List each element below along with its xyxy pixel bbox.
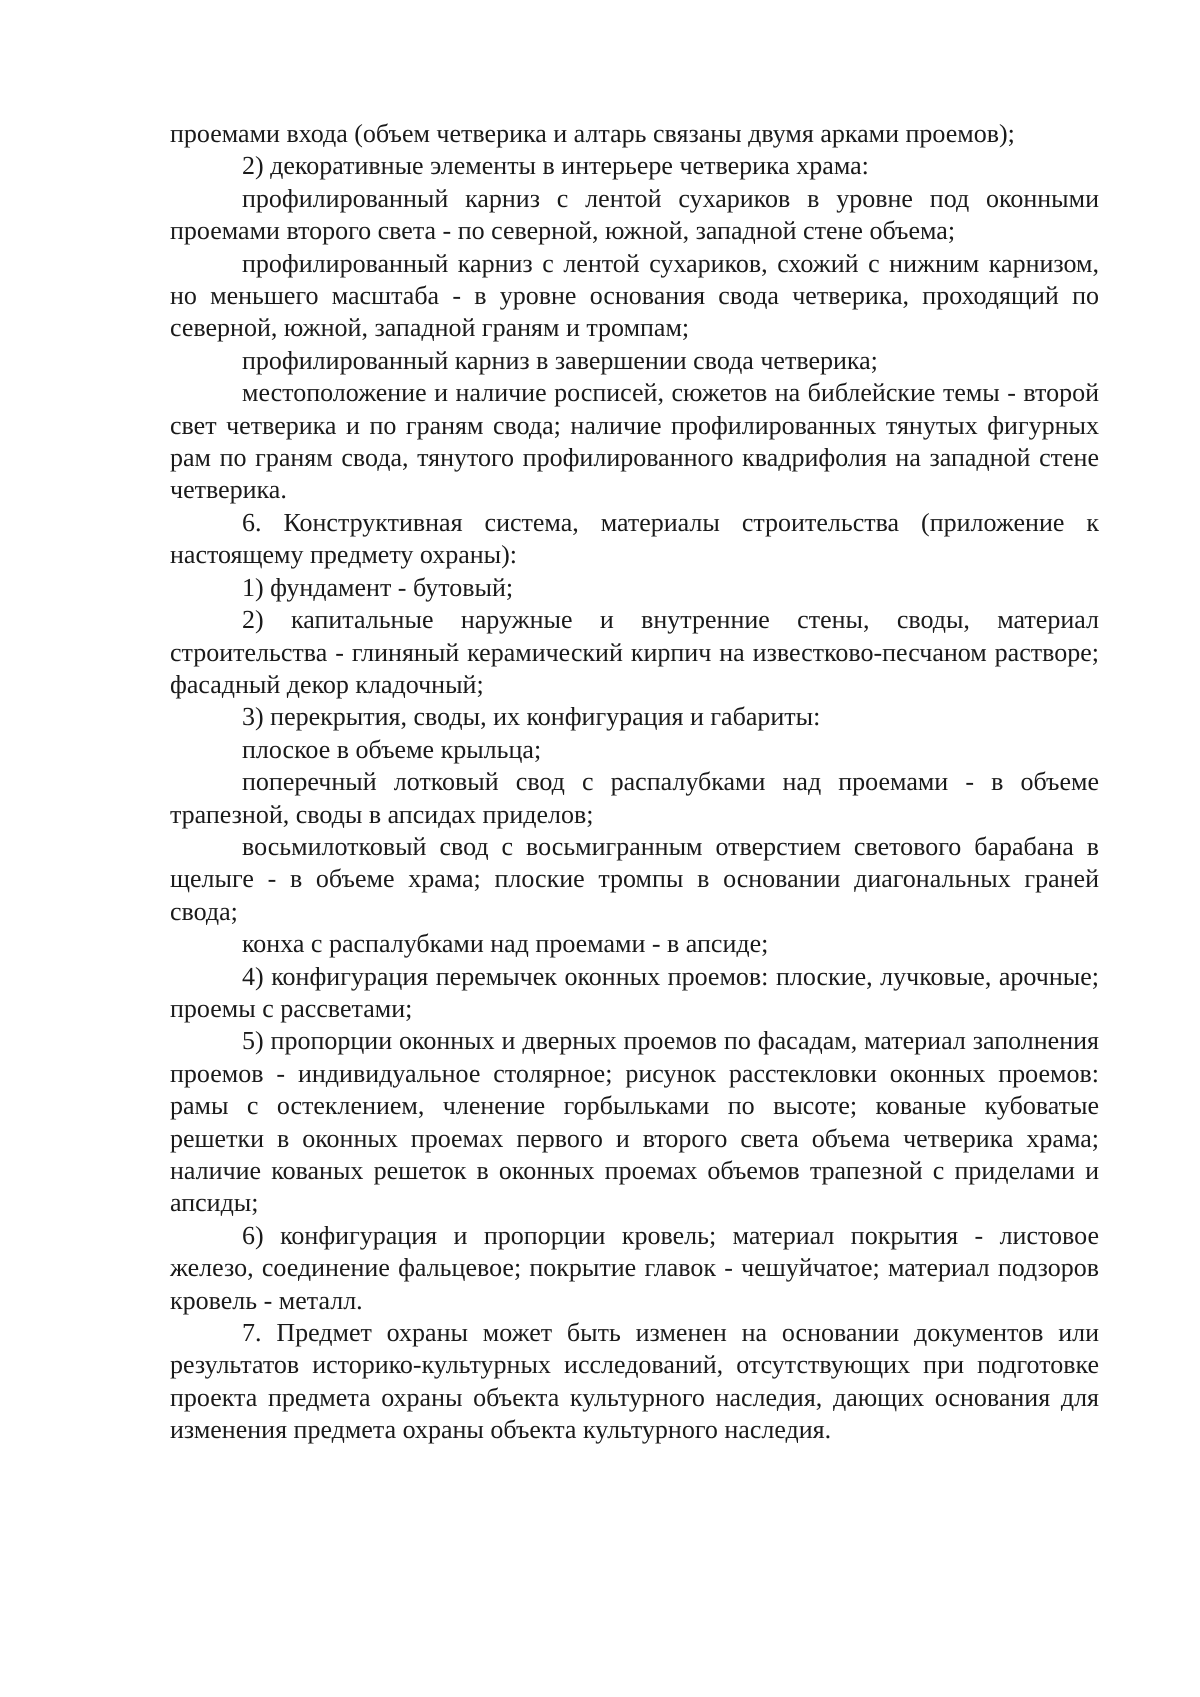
paragraph-window-lintels: 4) конфигурация перемычек оконных проемов: плоские, лучковые, арочные; проемы с рассветами; xyxy=(170,961,1099,1023)
paragraph-octagonal-vault: восьмилотковый свод с восьмигранным отверстием светового барабана в щелыге - в объеме храма; плоские тромпы в основании диагональных граней свода; xyxy=(170,831,1099,926)
document-body xyxy=(170,118,1099,1447)
paragraph-foundation: 1) фундамент - бутовый; xyxy=(242,572,514,602)
paragraph-section-7: 7. Предмет охраны может быть изменен на основании документов или результатов историко-культурных исследований, отсутствующих при подготовке проекта предмета охраны объекта культурного наследия, дающих основания для изменения предмета охраны объекта культурного наследия. xyxy=(170,1318,1099,1445)
paragraph-lower-cornice: профилированный карниз с лентой сухариков в уровне под оконными проемами второго света - по северной, южной, западной стене объема; xyxy=(170,183,1099,246)
paragraph-decorative-elements-heading: 2) декоративные элементы в интерьере четверика храма: xyxy=(242,151,869,181)
paragraph-porch-ceiling: плоское в объеме крыльца; xyxy=(242,734,542,764)
paragraph-refectory-vault: поперечный лотковый свод с распалубками над проемами - в объеме трапезной, своды в апсидах приделов; xyxy=(170,767,1099,829)
paragraph-vault-top-cornice: профилированный карниз в завершении свода четверика; xyxy=(242,345,878,375)
paragraph-apse-conch: конха с распалубками над проемами - в апсиде; xyxy=(242,929,769,959)
paragraph-vault-base-cornice: профилированный карниз с лентой сухариков, схожий с нижним карнизом, но меньшего масштаба - в уровне основания свода четверика, проходящий по северной, южной, западной граням и тромпам; xyxy=(170,248,1099,343)
paragraph-continuation: проемами входа (объем четверика и алтарь связаны двумя арками проемов); xyxy=(170,119,1015,148)
paragraph-section-6-heading: 6. Конструктивная система, материалы строительства (приложение к настоящему предмету охраны): xyxy=(170,507,1099,570)
paragraph-ceilings-heading: 3) перекрытия, своды, их конфигурация и габариты: xyxy=(242,702,821,732)
paragraph-walls: 2) капитальные наружные и внутренние стены, своды, материал строительства - глиняный керамический кирпич на известково-песчаном растворе; фасадный декор кладочный; xyxy=(170,605,1099,699)
paragraph-openings-proportions: 5) пропорции оконных и дверных проемов по фасадам, материал заполнения проемов - индивидуальное столярное; рисунок расстекловки оконных проемов: рамы с остеклением, членение горбыльками по высоте; кованые кубоватые решетки в оконных проемах первого и второго света объема четверика храма; наличие кованых решеток в оконных проемах объемов трапезной с приделами и апсиды; xyxy=(170,1026,1099,1218)
paragraph-roofs: 6) конфигурация и пропорции кровель; материал покрытия - листовое железо, соединение фальцевое; покрытие главок - чешуйчатое; материал подзоров кровель - металл. xyxy=(170,1220,1099,1315)
paragraph-paintings: местоположение и наличие росписей, сюжетов на библейские темы - второй свет четверика и по граням свода; наличие профилированных тянутых фигурных рам по граням свода, тянутого профилированного квадрифолия на западной стене четверика. xyxy=(170,378,1099,505)
